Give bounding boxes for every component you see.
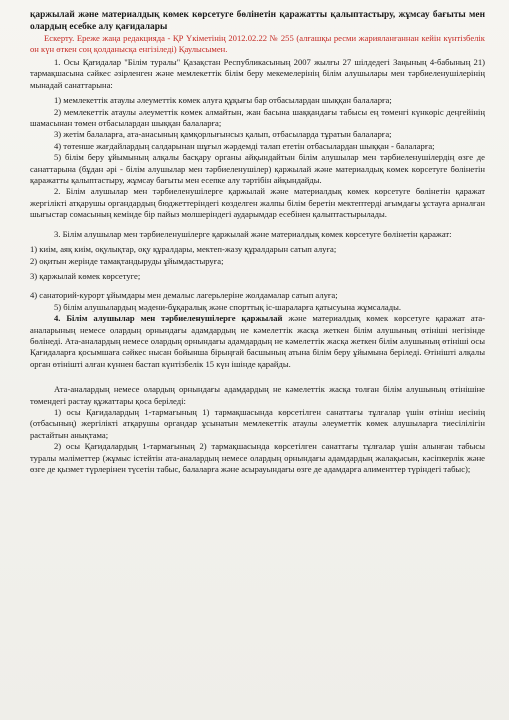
document-heading: қаржылай және материалдық көмек көрсетуге бөлінетін қаражатты қалыптастыру, жұмсау бағыты мен олардың есебке алу қағидалары — [30, 10, 485, 32]
paragraph-2: 2. Білім алушылар мен тәрбиеленушілерге қаржылай және материалдық көмек көрсетуге бөлінетін қаражат жергілікті атқарушы органдардың бюджеттеріндегі көзделген жалпы білім беретін мектептерді ағымдағы ұстауға арналған шығыстар сомасының кемінде бір пайыз мөлшеріндегі аударымдар есебінен қалыптастырылады. — [30, 186, 485, 220]
amendment-note: Ескерту. Ереже жаңа редакцияда - ҚР Үкіметінің 2012.02.22 № 255 (алғашқы ресми жарияланғаннан кейін күнтізбелік он күн өткен соң қолданысқа енгізіледі) Қаулысымен. — [30, 33, 485, 54]
list-item: 5) білім алушылардың мәдени-бұқаралық және спорттық іс-шараларға қатысуына жұмсалады. — [54, 301, 402, 312]
paragraph-1-intro: 1. Осы Қағидалар "Білім туралы" Қазақстан Республикасының 2007 жылғы 27 шілдедегі Заңының 4-бабының 21) тармақшасына сәйкес әзірленген және мемлекеттік білім беру мекемелерінің білім алушылары мен тәрбиеленушілерінің мынадай санаттарына: — [30, 57, 485, 90]
list-item: 3) қаржылай көмек көрсетуге; — [30, 270, 141, 281]
paragraph-4-lead: 4. Білім алушылар мен тәрбиеленушілерге қаржылай — [54, 313, 283, 324]
list-item: 1) осы Қағидалардың 1-тармағының 1) тармақшасында көрсетілген санаттағы тұлғалар үшін өтініш иесінің (отбасының) жергілікті атқарушы органдар ұсынатын мемлекеттік атаулы әлеуметтік көмек алушыларға тиесілілігін растайтын анықтама; — [30, 406, 485, 440]
list-item: 2) мемлекеттік атаулы әлеуметтік көмек алмайтын, жан басына шаққандағы табысы ең төменгі күнкөріс деңгейінің шамасынан төмен отбасылардан шыққан балаларға; — [30, 106, 485, 129]
list-item: 4) санаторий-курорт ұйымдары мен демалыс лагерьлеріне жолдамалар сатып алуға; — [30, 290, 338, 301]
paragraph-5-intro: Ата-аналардың немесе олардың орнындағы адамдардың не кәмелеттік жасқа толған білім алушының өтінішіне төмендегі растау құжаттары қоса беріледі: — [30, 384, 485, 406]
list-item: 3) жетім балаларға, ата-анасының қамқорлығынсыз қалып, отбасыларда тұратын балаларға; — [54, 129, 392, 140]
list-item: 2) оқитын жерінде тамақтандыруды ұйымдастыруға; — [30, 255, 224, 266]
list-item: 1) киім, аяқ киім, оқулықтар, оқу құралдары, мектеп-жазу құралдарын сатып алуға; — [30, 244, 337, 255]
list-item: 4) төтенше жағдайлардың салдарынан шұғыл жәрдемді талап ететін отбасылардан шыққан - балаларға; — [54, 140, 435, 151]
paragraph-4-text: және материалдық көмек көрсетуге қаражат ата-аналарының немесе олардың орнындағы адамдардың не кәмелеттік жасқа жеткен білім алушының өтініші негізінде бөлінеді. Ата-аналардың немесе олардың орнындағы адамдардың не кәмелеттік жасқа жеткен білім алушының өтініші осы Қағидаларға қосымшаға сәйкес нысан бойынша бірыңғай басшының атына білім беру ұйымына беріледі. Өтінішті алқалы орган өтінішті алған күннен бастап күнтізбелік 15 күн ішінде қарайды. — [30, 313, 485, 369]
list-item: 2) осы Қағидалардың 1-тармағының 2) тармақшасында көрсетілген санаттағы тұлғалар үшін алынған табысы туралы мәліметтер (жұмыс істейтін ата-аналардың немесе олардың орнындағы адамдардың жалақысын, кәсіпкерлік және өзге де қызмет түрлерінен түсетін табыс, балаларға және асырауындағы өзге де адамдарға алименттер түріндегі табыс); — [30, 441, 485, 474]
paragraph-4 — [30, 313, 485, 370]
paragraph-3-intro: 3. Білім алушылар мен тәрбиеленушілерге қаржылай және материалдық көмек көрсетуге бөлінетін қаражат: — [54, 228, 452, 239]
list-item: 5) білім беру ұйымының алқалы басқару органы айқындайтын білім алушылар мен тәрбиеленушілердің өзге де санаттарына (бұдан әрі - білім алушылар мен тәрбиеленушілер) қаржылай және материалдық көмек көрсетуге бөлінетін қаражатты қалыптастыру, жұмсау бағыты мен есепке алу тәртібін айқындайды. — [30, 152, 485, 186]
list-item: 1) мемлекеттік атаулы әлеуметтік көмек алуға құқығы бар отбасылардан шыққан балаларға; — [54, 95, 392, 106]
